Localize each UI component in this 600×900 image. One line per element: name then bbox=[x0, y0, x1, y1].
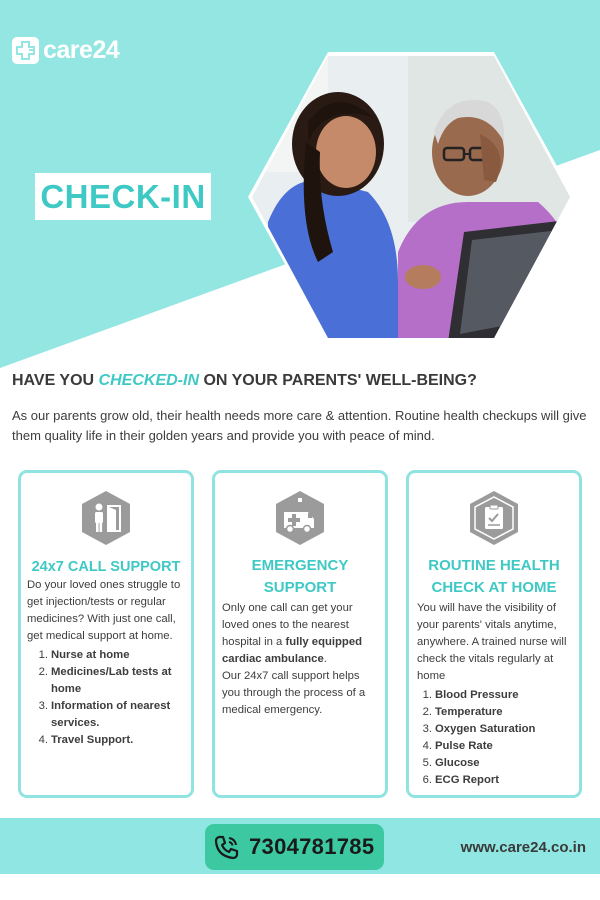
brand-logo bbox=[12, 36, 119, 65]
card-description: Only one call can get your loved ones to the nearest hospital in a fully equipped cardiac ambulance. bbox=[222, 602, 363, 665]
checkin-title: CHECK-IN bbox=[40, 177, 206, 215]
ambulance-icon bbox=[272, 490, 328, 546]
list-item: 2. Temperature bbox=[422, 706, 503, 718]
card-description-secondary: Our 24x7 call support helps you through the process of a medical emergency. bbox=[222, 670, 366, 716]
card-description: Do your loved ones struggle to get injection/tests or regular medicines? With just one call, get medical support at home. bbox=[27, 579, 181, 642]
list-item: 6. ECG Report bbox=[422, 774, 500, 786]
list-item: 4. Pulse Rate bbox=[422, 740, 493, 752]
card-title: 24x7 CALL SUPPORT bbox=[31, 559, 181, 575]
list-item: 5. Glucose bbox=[422, 757, 480, 769]
card-title: EMERGENCY SUPPORT bbox=[251, 557, 349, 596]
phone-icon bbox=[213, 833, 241, 861]
service-list bbox=[27, 647, 185, 749]
nurse-door-icon bbox=[78, 490, 134, 546]
phone-number: 7304781785 bbox=[249, 834, 375, 859]
logo-text: care24 bbox=[43, 36, 120, 64]
list-item: 1. Blood Pressure bbox=[422, 689, 519, 701]
list-item: 1. Nurse at home bbox=[38, 649, 130, 661]
hero-photo-parent-daughter bbox=[248, 52, 574, 342]
card-body bbox=[417, 600, 573, 789]
headline-part2: ON YOUR PARENTS' WELL-BEING? bbox=[199, 372, 477, 389]
card-description: You will have the visibility of your parents' vitals anytime, anywhere. A trained nurse will check the vitals regularly at home bbox=[417, 602, 567, 682]
card-emergency-support bbox=[212, 470, 388, 798]
care24-logo-icon bbox=[12, 37, 39, 64]
card-title: ROUTINE HEALTH CHECK AT HOME bbox=[428, 557, 560, 596]
headline-highlight: CHECKED-IN bbox=[98, 372, 199, 389]
call-button[interactable] bbox=[205, 824, 384, 870]
list-item: 3. Oxygen Saturation bbox=[422, 723, 536, 735]
clipboard-checkup-icon bbox=[466, 490, 522, 546]
card-body bbox=[222, 600, 379, 719]
card-body bbox=[27, 577, 185, 749]
headline-part1: HAVE YOU bbox=[12, 372, 99, 389]
card-routine-checkup bbox=[406, 470, 582, 798]
footer-bar bbox=[0, 818, 600, 874]
website-link[interactable]: www.care24.co.in bbox=[460, 839, 586, 856]
checkin-badge bbox=[35, 173, 211, 220]
list-item: 4. Travel Support. bbox=[38, 734, 134, 746]
hero-banner bbox=[0, 0, 600, 368]
vitals-list bbox=[417, 687, 573, 789]
card-call-support bbox=[18, 470, 194, 798]
main-headline bbox=[12, 372, 477, 390]
list-item: 3. Information of nearest services. bbox=[38, 700, 171, 729]
list-item: 2. Medicines/Lab tests at home bbox=[38, 666, 172, 695]
intro-paragraph: As our parents grow old, their health needs more care & attention. Routine health checkups will give them quality life in their golden years and provide you with peace of mind. bbox=[12, 408, 587, 443]
